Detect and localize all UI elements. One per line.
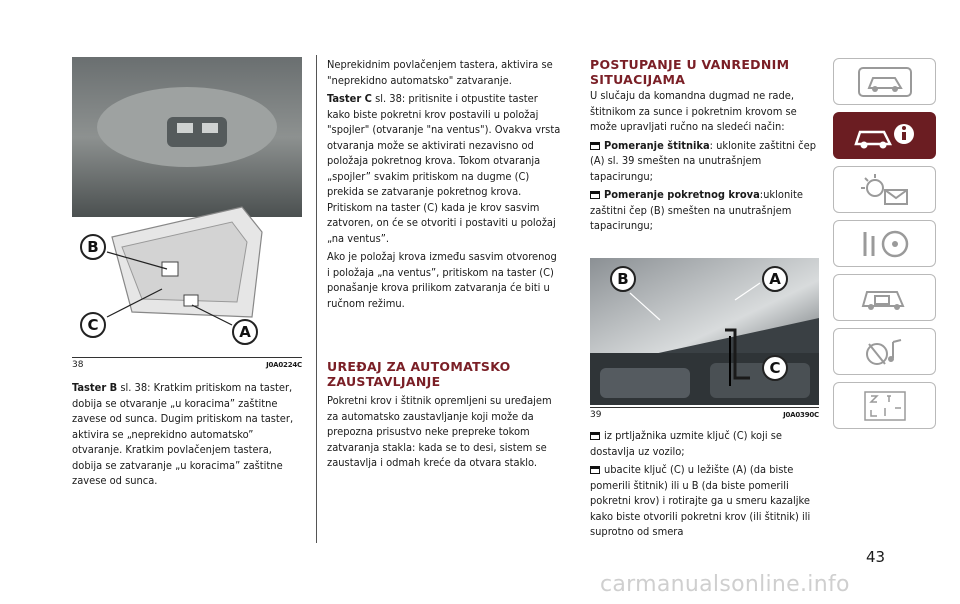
taster-c-label: Taster C xyxy=(327,92,372,105)
bullet-1-text: : uklonite zaštitni čep (A) sl. 39 smešten na unutrašnjem tapacirungu; xyxy=(590,138,816,183)
figure-39-number: 39 xyxy=(590,410,602,420)
column-2-text-lower xyxy=(327,393,562,474)
figure-39-caption xyxy=(590,407,819,420)
tab-tools-steering[interactable] xyxy=(833,220,936,267)
column-2-paragraph-1: Neprekidnim povlačenjem tastera, aktivira se "neprekidno automatsko" zatvaranje. xyxy=(327,58,553,87)
tab-lights-messages[interactable] xyxy=(833,166,936,213)
bullet-icon xyxy=(590,191,600,199)
lights-message-icon xyxy=(855,172,915,208)
taster-b-label: Taster B xyxy=(72,381,118,394)
figure-38-code: J0A0224C xyxy=(266,361,302,369)
tab-car-safety[interactable] xyxy=(833,274,936,321)
column-3-text-lower xyxy=(590,428,826,543)
figure-39-label-a: A xyxy=(762,266,788,292)
bullet-2-label: Pomeranje pokretnog krova xyxy=(604,188,760,201)
figure-38-label-a: A xyxy=(232,319,258,345)
heading-auto-stop: UREĐAJ ZA AUTOMATSKO ZAUSTAVLJANJE xyxy=(327,359,511,389)
figure-38-image xyxy=(72,57,302,355)
bullet-1-label: Pomeranje štitnika xyxy=(604,138,710,152)
watermark: carmanualsonline.info xyxy=(600,572,850,597)
bullet-2-text: :uklonite zaštitni čep (B) smešten na unutrašnjem tapacirungu; xyxy=(590,188,803,232)
bullet-3-text: iz prtljažnika uzmite ključ (C) koji se dostavlja uz vozilo; xyxy=(590,429,782,458)
bullet-icon xyxy=(590,432,600,440)
taster-c-text: sl. 38: pritisnite i otpustite taster kako biste pokretni krov postavili u položaj "spojler" (otvaranje "na ventus"). Ovakva vrsta otvaranja može se aktivirati nezavisno od položaja pokretnog krova. Tokom otvaranja „spojler” svakim pritiskom na dugme (C) prekida se zatvaranje pokretnog krova. Pritiskom na taster (C) kada je krov sasvim zatvoren, on će se otvoriti i postaviti u položaj „na ventus”. xyxy=(327,92,561,245)
car-safety-icon xyxy=(855,280,915,316)
bullet-icon xyxy=(590,142,600,150)
taster-b-text: sl. 38: Kratkim pritiskom na taster, dobija se otvaranje „u koracima” zaštitne zavese od sunca. Dugim pritiskom na taster, aktivira se „neprekidno automatsko” otvaranje. Kratkim povlačenjem tastera, dobija se zatvaranje „u koracima” zaštitne zavese od sunca. xyxy=(72,381,294,487)
figure-38-label-c: C xyxy=(80,312,106,338)
column-2-text xyxy=(327,57,562,314)
column-3-text xyxy=(590,88,826,237)
figure-38-label-b: B xyxy=(80,234,106,260)
tab-car-info[interactable] xyxy=(833,112,936,159)
figure-39-image xyxy=(590,258,819,405)
column-divider xyxy=(316,55,317,543)
figure-38-caption xyxy=(72,357,302,370)
figure-39-label-c: C xyxy=(762,355,788,381)
column-2-paragraph-3: Ako je položaj krova između sasvim otvorenog i položaja „na ventus”, pritiskom na taster (C) ponašanje krova prilikom zatvaranja će biti u ručnom režimu. xyxy=(327,250,557,310)
page-number: 43 xyxy=(866,548,886,566)
bullet-icon xyxy=(590,466,600,474)
overhead-console-illustration xyxy=(72,57,302,355)
chapter-sidebar xyxy=(833,58,936,436)
figure-39-code: J0A0390C xyxy=(783,411,819,419)
column-1-text xyxy=(72,380,304,492)
multimedia-icon xyxy=(855,334,915,370)
bullet-4-text: ubacite ključ (C) u ležište (A) (da biste pomerili štitnik) ili u B (da biste pomerili pokretni krov) i rotirajte ga u smeru kazaljke kako biste otvorili pokretni krov (ili štitnik) ili suprotno od smera xyxy=(590,463,811,538)
column-2-paragraph-4: Pokretni krov i štitnik opremljeni su uređajem za automatsko zaustavljanje koji može da prepozna prisustvo neke prepreke tokom zatvaranja stakla: kada se to desi, sistem se zaustavlja i odmah kreće da otvara staklo. xyxy=(327,394,552,469)
column-3-paragraph-1: U slučaju da komandna dugmad ne rade, štitnikom za sunce i pokretnim krovom se može upravljati ručno na sledeći način: xyxy=(590,89,797,133)
figure-38-number: 38 xyxy=(72,360,84,370)
alphabet-index-icon xyxy=(855,388,915,424)
car-info-icon xyxy=(850,118,920,154)
tools-steering-icon xyxy=(855,226,915,262)
dashboard-car-icon xyxy=(855,64,915,100)
tab-alphabet-index[interactable] xyxy=(833,382,936,429)
tab-dashboard[interactable] xyxy=(833,58,936,105)
heading-emergency: POSTUPANJE U VANREDNIM SITUACIJAMA xyxy=(590,57,790,87)
figure-39-label-b: B xyxy=(610,266,636,292)
tab-multimedia[interactable] xyxy=(833,328,936,375)
